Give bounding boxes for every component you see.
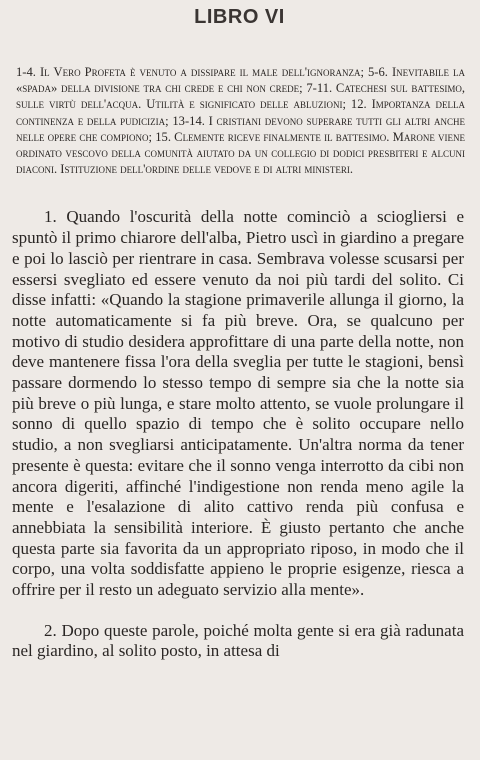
paragraph-2: 2. Dopo queste parole, poiché molta gente si era già radunata nel giardino, al solito posto, in attesa di [12, 620, 464, 661]
paragraph-1: 1. Quando l'oscurità della notte cominciò a sciogliersi e spuntò il primo chiarore dell'alba, Pietro uscì in giardino a pregare e poi lo lasciò per rientrare in casa. Sembrava volesse scusarsi per essersi svegliato ed essere venuto da noi più tardi del solito. Ci disse infatti: «Quando la stagione primaverile allunga il giorno, la notte automaticamente si fa più breve. Ora, se qualcuno per motivo di studio desidera approfittare di una parte della notte, non deve mantenere fissa l'ora della sveglia per tutte le stagioni, bensì passare dormendo lo stesso tempo di sempre sia che la notte sia più breve o più lunga, e stare molto attento, se vuole prolungare il sonno di quello spazio di tempo che è solito occupare nello studio, a non svegliarsi anticipatamente. Un'altra norma da tener presente è questa: evitare che il sonno venga interrotto da cibi non ancora digeriti, affinché l'indigestione non renda meno agile la mente e l'esalazione di alito cattivo renda più confusa e annebbiata la sensibilità interiore. È giusto pertanto che anche questa parte sia favorita da un appropriato riposo, in modo che il corpo, una volta soddisfatte appieno le proprie esigenze, riesca a offrire per il resto un adeguato servizio alla mente». [12, 207, 464, 600]
chapter-summary: 1-4. Il Vero Profeta è venuto a dissipare il male dell'ignoranza; 5-6. Inevitabile la «spada» della divisione tra chi crede e chi non crede; 7-11. Catechesi sul battesimo, sulle virtù dell'acqua. Utilità e significato delle abluzioni; 12. Importanza della continenza e della pudicizia; 13-14. I cristiani devono superare tutti gli altri anche nelle opere che compiono; 15. Clemente riceve finalmente il battesimo. Marone viene ordinato vescovo della comunità aiutato da un collegio di dodici presbiteri e alcuni diaconi. Istituzione dell'ordine delle vedove e di altri ministeri. [16, 65, 465, 177]
main-text [12, 207, 467, 662]
book-title: LIBRO VI [194, 6, 285, 28]
